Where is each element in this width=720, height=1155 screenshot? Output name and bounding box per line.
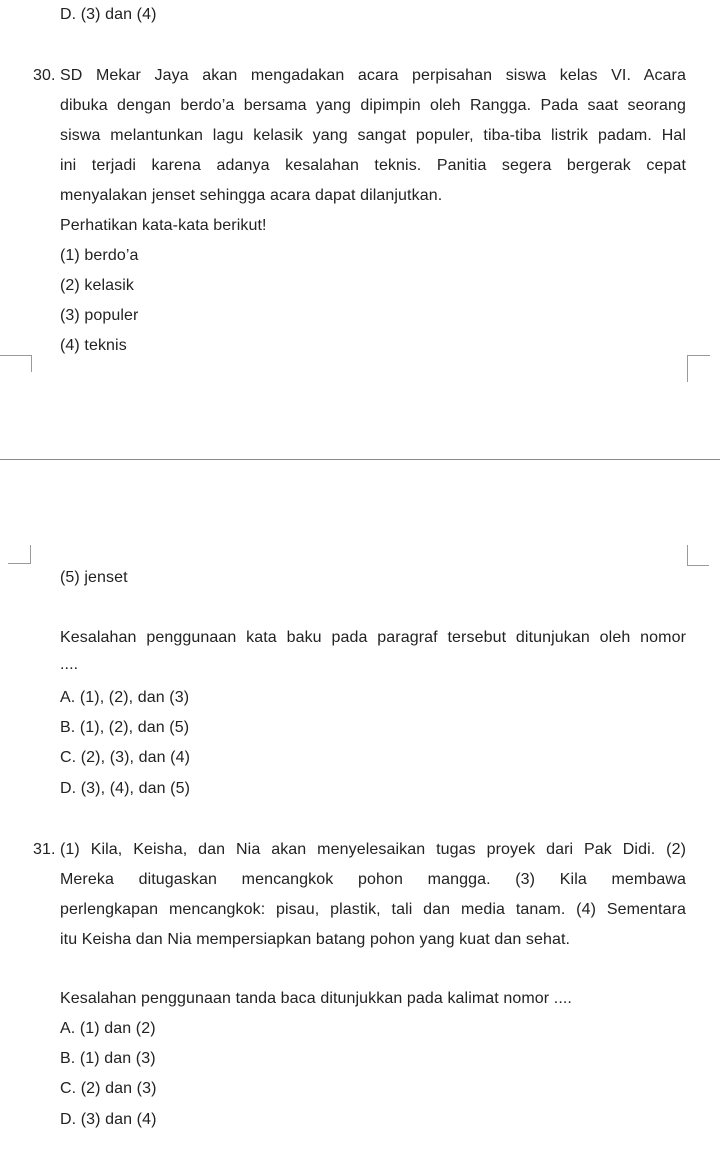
- word-item: (5) jenset: [60, 569, 128, 586]
- word-item: (2) kelasik: [60, 277, 135, 294]
- option-d[interactable]: D. (3), (4), dan (5): [60, 780, 191, 797]
- paragraph-line: SD Mekar Jaya akan mengadakan acara perpisahan siswa kelas VI. Acara: [60, 67, 686, 84]
- paragraph-line: (1) Kila, Keisha, dan Nia akan menyelesaikan tugas proyek dari Pak Didi. (2): [60, 841, 686, 858]
- crop-mark: [8, 545, 31, 564]
- question-number: 30.: [33, 67, 56, 84]
- paragraph-line: menyalakan jenset sehingga acara dapat dilanjutkan.: [60, 187, 443, 204]
- question-number: 31.: [33, 841, 56, 858]
- crop-mark: [0, 355, 32, 372]
- option-c[interactable]: C. (2), (3), dan (4): [60, 749, 191, 766]
- option-d[interactable]: D. (3) dan (4): [60, 1111, 157, 1128]
- paragraph-line: Mereka ditugaskan mencangkok pohon mangga. (3) Kila membawa: [60, 871, 686, 888]
- question-stem-ellipsis: ....: [60, 656, 79, 673]
- paragraph-line: ini terjadi karena adanya kesalahan teknis. Panitia segera bergerak cepat: [60, 157, 686, 174]
- page-divider: [0, 459, 720, 460]
- instruction: Perhatikan kata-kata berikut!: [60, 217, 267, 234]
- paragraph-line: dibuka dengan berdo’a bersama yang dipimpin oleh Rangga. Pada saat seorang: [60, 97, 686, 114]
- option-a[interactable]: A. (1), (2), dan (3): [60, 689, 190, 706]
- paragraph-line: perlengkapan mencangkok: pisau, plastik, tali dan media tanam. (4) Sementara: [60, 901, 686, 918]
- question-stem: Kesalahan penggunaan tanda baca ditunjukkan pada kalimat nomor ....: [60, 990, 572, 1007]
- option-a[interactable]: A. (1) dan (2): [60, 1020, 156, 1037]
- paragraph-line: siswa melantunkan lagu kelasik yang sangat populer, tiba-tiba listrik padam. Hal: [60, 127, 686, 144]
- question-stem: Kesalahan penggunaan kata baku pada paragraf tersebut ditunjukan oleh nomor: [60, 629, 686, 646]
- option-b[interactable]: B. (1), (2), dan (5): [60, 719, 190, 736]
- option-b[interactable]: B. (1) dan (3): [60, 1050, 156, 1067]
- crop-mark: [687, 545, 709, 566]
- option-c[interactable]: C. (2) dan (3): [60, 1080, 157, 1097]
- word-item: (3) populer: [60, 307, 139, 324]
- word-item: (1) berdo’a: [60, 247, 139, 264]
- word-item: (4) teknis: [60, 337, 127, 354]
- crop-mark: [687, 355, 710, 382]
- paragraph-line: itu Keisha dan Nia mempersiapkan batang pohon yang kuat dan sehat.: [60, 931, 571, 948]
- previous-option-d: D. (3) dan (4): [60, 6, 157, 23]
